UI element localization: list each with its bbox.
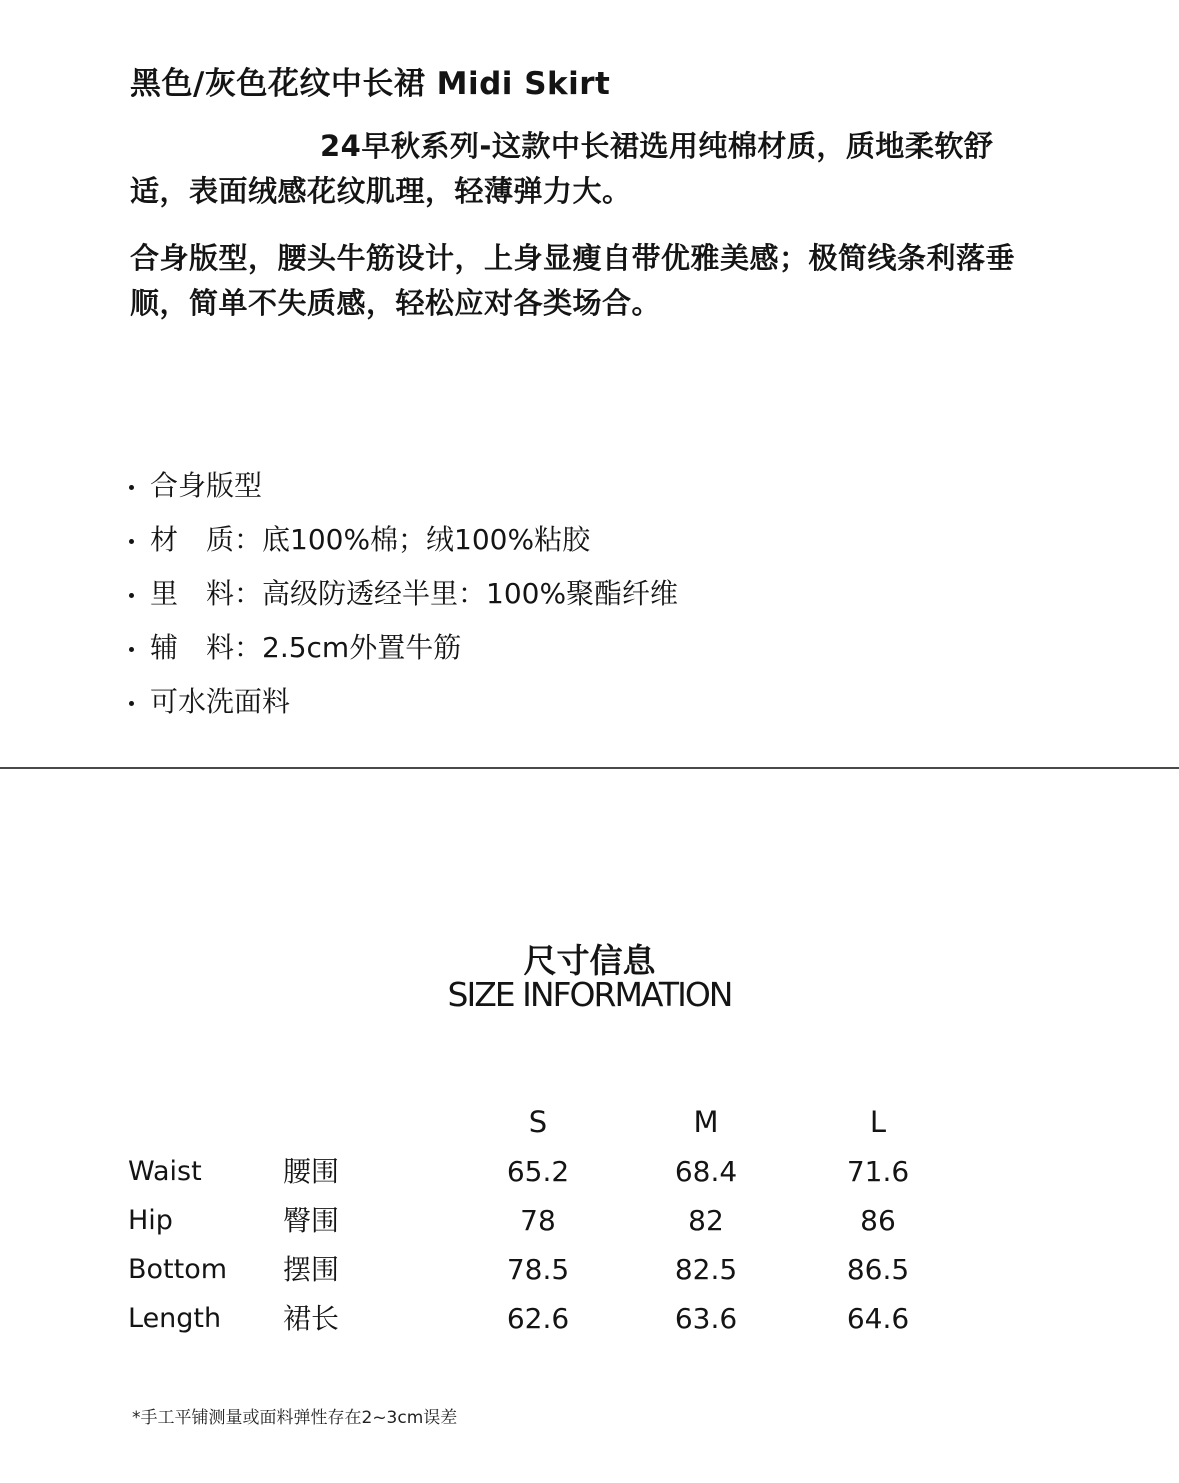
feature-item-material: 材 质：底100%棉；绒100%粘胶 xyxy=(126,516,678,570)
size-value-s: 78.5 xyxy=(506,1253,570,1286)
measure-label-en: Hip xyxy=(128,1205,173,1236)
size-value-l: 64.6 xyxy=(846,1302,910,1335)
feature-item-accessories: 辅 料：2.5cm外置牛筋 xyxy=(126,624,678,678)
feature-item-lining: 里 料：高级防透经半里：100%聚酯纤维 xyxy=(126,570,678,624)
size-value-m: 82 xyxy=(688,1204,724,1237)
size-value-m: 68.4 xyxy=(674,1155,738,1188)
product-description-2: 合身版型，腰头牛筋设计，上身显瘦自带优雅美感；极简线条利落垂顺，简单不失质感，轻松应对各类场合。 xyxy=(130,241,1016,320)
size-row-waist xyxy=(128,1147,1028,1196)
size-row-bottom xyxy=(128,1245,1028,1294)
measurement-note: *手工平铺测量或面料弹性存在2~3cm误差 xyxy=(132,1408,458,1428)
size-header-s: S xyxy=(528,1105,548,1139)
feature-item-washable: 可水洗面料 xyxy=(126,678,678,732)
measure-label-en: Waist xyxy=(128,1156,202,1187)
size-table-header xyxy=(128,1098,1028,1147)
size-value-s: 65.2 xyxy=(506,1155,570,1188)
size-title-cn: 尺寸信息 xyxy=(523,941,656,980)
section-divider xyxy=(0,767,1179,769)
measure-label-en: Bottom xyxy=(128,1254,228,1285)
size-value-m: 63.6 xyxy=(674,1302,738,1335)
feature-item-fit: 合身版型 xyxy=(126,462,678,516)
size-value-l: 86 xyxy=(860,1204,896,1237)
measure-label-cn: 臀围 xyxy=(283,1204,340,1237)
size-value-l: 86.5 xyxy=(846,1253,910,1286)
size-value-s: 78 xyxy=(520,1204,556,1237)
measure-label-en: Length xyxy=(128,1303,222,1334)
size-table xyxy=(128,1098,1028,1343)
size-header-m: M xyxy=(693,1105,719,1139)
size-value-m: 82.5 xyxy=(674,1253,738,1286)
measure-label-cn: 裙长 xyxy=(283,1302,340,1335)
size-header-l: L xyxy=(869,1105,887,1139)
product-description-1: 24早秋系列-这款中长裙选用纯棉材质，质地柔软舒适，表面绒感花纹肌理，轻薄弹力大。 xyxy=(130,129,994,208)
measure-label-cn: 腰围 xyxy=(283,1155,340,1188)
size-row-hip xyxy=(128,1196,1028,1245)
size-title-en: SIZE INFORMATION xyxy=(447,975,732,1014)
measure-label-cn: 摆围 xyxy=(283,1253,340,1286)
size-value-s: 62.6 xyxy=(506,1302,570,1335)
size-row-length xyxy=(128,1294,1028,1343)
size-value-l: 71.6 xyxy=(846,1155,910,1188)
feature-list xyxy=(126,462,678,732)
product-title: 黑色/灰色花纹中长裙 Midi Skirt xyxy=(130,66,611,102)
